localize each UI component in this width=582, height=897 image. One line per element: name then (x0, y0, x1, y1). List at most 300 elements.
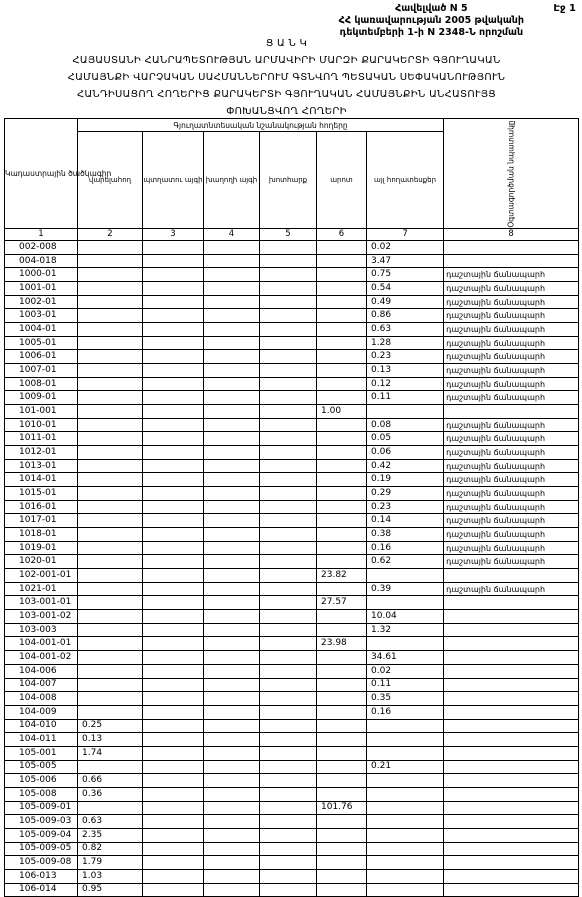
code-cell: 105-009-03 (5, 815, 78, 829)
hayfield-cell (260, 295, 317, 309)
orchard-cell (143, 651, 204, 665)
orchard-cell (143, 582, 204, 596)
pasture-cell (317, 555, 367, 569)
other-cell: 0.54 (367, 282, 444, 296)
orchard-cell (143, 323, 204, 337)
purpose-cell (444, 856, 579, 870)
pasture-cell (317, 842, 367, 856)
orchard-cell (143, 705, 204, 719)
hayfield-cell (260, 500, 317, 514)
orchard-cell (143, 295, 204, 309)
orchard-cell (143, 350, 204, 364)
table-row (5, 787, 579, 801)
header-arable: վարելահող (78, 132, 143, 229)
vineyard-cell (204, 405, 260, 419)
pasture-cell (317, 391, 367, 405)
orchard-cell (143, 733, 204, 747)
pasture-cell (317, 787, 367, 801)
pasture-cell (317, 733, 367, 747)
hayfield-cell (260, 405, 317, 419)
vineyard-cell (204, 623, 260, 637)
pasture-cell (317, 473, 367, 487)
hayfield-cell (260, 487, 317, 501)
hayfield-cell (260, 801, 317, 815)
vineyard-cell (204, 828, 260, 842)
purpose-cell: դաշտային ճանապարհ (444, 582, 579, 596)
arable-cell: 2.35 (78, 828, 143, 842)
table-row (5, 268, 579, 282)
code-cell: 104-011 (5, 733, 78, 747)
table-row (5, 405, 579, 419)
column-number: 1 (5, 229, 78, 241)
table-row (5, 692, 579, 706)
document-title (4, 35, 569, 120)
vineyard-cell (204, 637, 260, 651)
purpose-cell (444, 828, 579, 842)
code-cell: 1014-01 (5, 473, 78, 487)
vineyard-cell (204, 582, 260, 596)
purpose-cell: դաշտային ճանապարհ (444, 555, 579, 569)
table-row (5, 596, 579, 610)
orchard-cell (143, 282, 204, 296)
other-cell (367, 787, 444, 801)
pasture-cell (317, 254, 367, 268)
arable-cell (78, 350, 143, 364)
header-code: Կադաստրային ծածկագիր (5, 119, 78, 229)
purpose-cell: դաշտային ճանապարհ (444, 350, 579, 364)
vineyard-cell (204, 528, 260, 542)
orchard-cell (143, 555, 204, 569)
page-number: Էջ 1 (553, 3, 576, 14)
pasture-cell (317, 282, 367, 296)
table-row (5, 569, 579, 583)
orchard-cell (143, 391, 204, 405)
code-cell: 105-009-08 (5, 856, 78, 870)
arable-cell (78, 528, 143, 542)
table-row (5, 514, 579, 528)
purpose-cell (444, 692, 579, 706)
orchard-cell (143, 664, 204, 678)
purpose-cell (444, 637, 579, 651)
vineyard-cell (204, 268, 260, 282)
other-cell: 0.49 (367, 295, 444, 309)
vineyard-cell (204, 842, 260, 856)
code-cell: 104-001-01 (5, 637, 78, 651)
arable-cell (78, 487, 143, 501)
code-cell: 105-009-04 (5, 828, 78, 842)
purpose-cell: դաշտային ճանապարհ (444, 432, 579, 446)
column-number: 7 (367, 229, 444, 241)
vineyard-cell (204, 856, 260, 870)
other-cell: 0.35 (367, 692, 444, 706)
pasture-cell (317, 623, 367, 637)
arable-cell (78, 295, 143, 309)
purpose-cell (444, 719, 579, 733)
code-cell: 104-006 (5, 664, 78, 678)
hayfield-cell (260, 692, 317, 706)
pasture-cell (317, 541, 367, 555)
table-row (5, 309, 579, 323)
table-row (5, 459, 579, 473)
annex-line-3: դեկտեմբերի 1-ի N 2348-Ն որոշման (339, 27, 524, 38)
annex-header (339, 3, 524, 39)
vineyard-cell (204, 869, 260, 883)
land-table (4, 118, 579, 897)
orchard-cell (143, 856, 204, 870)
table-row (5, 377, 579, 391)
arable-cell (78, 268, 143, 282)
arable-cell (78, 418, 143, 432)
other-cell: 0.23 (367, 350, 444, 364)
arable-cell: 1.03 (78, 869, 143, 883)
table-row (5, 487, 579, 501)
title-line-5: ՓՈԽԱՆՑՎՈՂ ՀՈՂԵՐԻ (226, 106, 347, 117)
vineyard-cell (204, 377, 260, 391)
purpose-cell: դաշտային ճանապարհ (444, 323, 579, 337)
code-cell: 1015-01 (5, 487, 78, 501)
arable-cell (78, 459, 143, 473)
other-cell: 0.42 (367, 459, 444, 473)
pasture-cell (317, 459, 367, 473)
vineyard-cell (204, 487, 260, 501)
pasture-cell: 23.98 (317, 637, 367, 651)
header-pasture: արոտ (317, 132, 367, 229)
code-cell: 1004-01 (5, 323, 78, 337)
vineyard-cell (204, 596, 260, 610)
column-number: 4 (204, 229, 260, 241)
arable-cell (78, 500, 143, 514)
table-row (5, 500, 579, 514)
other-cell: 0.19 (367, 473, 444, 487)
table-row (5, 623, 579, 637)
table-row (5, 719, 579, 733)
other-cell: 0.12 (367, 377, 444, 391)
arable-cell (78, 801, 143, 815)
orchard-cell (143, 815, 204, 829)
table-row (5, 705, 579, 719)
pasture-cell (317, 664, 367, 678)
pasture-cell (317, 268, 367, 282)
arable-cell: 0.82 (78, 842, 143, 856)
arable-cell (78, 582, 143, 596)
table-row (5, 733, 579, 747)
other-cell (367, 883, 444, 897)
purpose-cell (444, 569, 579, 583)
pasture-cell (317, 323, 367, 337)
orchard-cell (143, 596, 204, 610)
code-cell: 105-005 (5, 760, 78, 774)
table-row (5, 610, 579, 624)
orchard-cell (143, 500, 204, 514)
arable-cell (78, 651, 143, 665)
other-cell (367, 842, 444, 856)
orchard-cell (143, 364, 204, 378)
code-cell: 104-009 (5, 705, 78, 719)
header-purpose: Օգտագործման նպատակը (444, 119, 579, 229)
other-cell: 1.28 (367, 336, 444, 350)
purpose-cell (444, 746, 579, 760)
hayfield-cell (260, 241, 317, 255)
orchard-cell (143, 869, 204, 883)
table-row (5, 678, 579, 692)
purpose-cell: դաշտային ճանապարհ (444, 487, 579, 501)
hayfield-cell (260, 569, 317, 583)
arable-cell: 1.79 (78, 856, 143, 870)
code-cell: 1021-01 (5, 582, 78, 596)
code-cell: 1009-01 (5, 391, 78, 405)
other-cell: 0.23 (367, 500, 444, 514)
hayfield-cell (260, 377, 317, 391)
orchard-cell (143, 692, 204, 706)
table-row (5, 651, 579, 665)
code-cell: 1019-01 (5, 541, 78, 555)
code-cell: 104-007 (5, 678, 78, 692)
purpose-cell: դաշտային ճանապարհ (444, 364, 579, 378)
vineyard-cell (204, 610, 260, 624)
orchard-cell (143, 432, 204, 446)
hayfield-cell (260, 391, 317, 405)
purpose-cell (444, 760, 579, 774)
vineyard-cell (204, 664, 260, 678)
other-cell: 0.14 (367, 514, 444, 528)
other-cell: 3.47 (367, 254, 444, 268)
vineyard-cell (204, 364, 260, 378)
purpose-cell (444, 815, 579, 829)
vineyard-cell (204, 295, 260, 309)
arable-cell: 0.66 (78, 774, 143, 788)
vineyard-cell (204, 746, 260, 760)
pasture-cell (317, 582, 367, 596)
pasture-cell (317, 828, 367, 842)
hayfield-cell (260, 774, 317, 788)
purpose-cell: դաշտային ճանապարհ (444, 418, 579, 432)
hayfield-cell (260, 623, 317, 637)
vineyard-cell (204, 459, 260, 473)
vineyard-cell (204, 541, 260, 555)
orchard-cell (143, 842, 204, 856)
other-cell: 0.29 (367, 487, 444, 501)
orchard-cell (143, 405, 204, 419)
purpose-cell (444, 623, 579, 637)
other-cell: 0.02 (367, 664, 444, 678)
orchard-cell (143, 418, 204, 432)
table-row (5, 637, 579, 651)
hayfield-cell (260, 309, 317, 323)
arable-cell (78, 541, 143, 555)
arable-cell (78, 473, 143, 487)
table-row (5, 774, 579, 788)
column-number: 5 (260, 229, 317, 241)
purpose-cell: դաշտային ճանապարհ (444, 459, 579, 473)
pasture-cell: 101.76 (317, 801, 367, 815)
purpose-cell (444, 801, 579, 815)
code-cell: 105-008 (5, 787, 78, 801)
purpose-cell: դաշտային ճանապարհ (444, 541, 579, 555)
hayfield-cell (260, 582, 317, 596)
pasture-cell (317, 446, 367, 460)
arable-cell: 0.36 (78, 787, 143, 801)
pasture-cell (317, 651, 367, 665)
code-cell: 104-001-02 (5, 651, 78, 665)
annex-line-2: ՀՀ կառավարության 2005 թվականի (338, 15, 524, 26)
purpose-cell (444, 664, 579, 678)
arable-cell (78, 254, 143, 268)
pasture-cell (317, 678, 367, 692)
vineyard-cell (204, 309, 260, 323)
title-line-4: ՀԱՆԴԻՍԱՑՈՂ ՀՈՂԵՐԻՑ ՔԱՐԱԿԵՐՏԻ ԳՅՈՒՂԱԿԱՆ ՀԱՄԱՅՆՔԻՆ ԱՆՀԱՏՈՒՅՑ (76, 89, 497, 100)
orchard-cell (143, 746, 204, 760)
purpose-cell (444, 254, 579, 268)
hayfield-cell (260, 651, 317, 665)
header-other: այլ հողատեսքեր (367, 132, 444, 229)
pasture-cell: 27.57 (317, 596, 367, 610)
purpose-cell (444, 869, 579, 883)
code-cell: 103-001-02 (5, 610, 78, 624)
purpose-cell (444, 883, 579, 897)
title-line-2: ՀԱՅԱՍՏԱՆԻ ՀԱՆՐԱՊԵՏՈՒԹՅԱՆ ԱՐՄԱՎԻՐԻ ՄԱՐԶԻ ՔԱՐԱԿԵՐՏԻ ԳՅՈՒՂԱԿԱՆ (72, 55, 501, 66)
purpose-cell: դաշտային ճանապարհ (444, 282, 579, 296)
arable-cell: 0.13 (78, 733, 143, 747)
table-row (5, 418, 579, 432)
orchard-cell (143, 528, 204, 542)
other-cell: 0.08 (367, 418, 444, 432)
orchard-cell (143, 254, 204, 268)
orchard-cell (143, 610, 204, 624)
arable-cell (78, 596, 143, 610)
pasture-cell (317, 815, 367, 829)
other-cell: 1.32 (367, 623, 444, 637)
vineyard-cell (204, 323, 260, 337)
other-cell (367, 569, 444, 583)
hayfield-cell (260, 350, 317, 364)
other-cell: 0.75 (367, 268, 444, 282)
orchard-cell (143, 309, 204, 323)
vineyard-cell (204, 432, 260, 446)
purpose-cell: դաշտային ճանապարհ (444, 295, 579, 309)
orchard-cell (143, 883, 204, 897)
purpose-cell (444, 405, 579, 419)
purpose-cell: դաշտային ճանապարհ (444, 514, 579, 528)
arable-cell (78, 555, 143, 569)
purpose-cell (444, 610, 579, 624)
hayfield-cell (260, 432, 317, 446)
table-row (5, 254, 579, 268)
orchard-cell (143, 336, 204, 350)
column-number: 6 (317, 229, 367, 241)
orchard-cell (143, 514, 204, 528)
arable-cell (78, 323, 143, 337)
column-number: 2 (78, 229, 143, 241)
pasture-cell (317, 705, 367, 719)
other-cell (367, 856, 444, 870)
arable-cell (78, 664, 143, 678)
table-row (5, 869, 579, 883)
code-cell: 105-009-05 (5, 842, 78, 856)
arable-cell (78, 610, 143, 624)
orchard-cell (143, 268, 204, 282)
purpose-cell: դաշտային ճանապարհ (444, 446, 579, 460)
code-cell: 1016-01 (5, 500, 78, 514)
table-row (5, 350, 579, 364)
vineyard-cell (204, 719, 260, 733)
table-row (5, 282, 579, 296)
code-cell: 104-010 (5, 719, 78, 733)
hayfield-cell (260, 746, 317, 760)
arable-cell: 0.25 (78, 719, 143, 733)
vineyard-cell (204, 500, 260, 514)
pasture-cell (317, 241, 367, 255)
code-cell: 105-009-01 (5, 801, 78, 815)
orchard-cell (143, 801, 204, 815)
other-cell: 0.38 (367, 528, 444, 542)
vineyard-cell (204, 692, 260, 706)
other-cell (367, 815, 444, 829)
table-row (5, 541, 579, 555)
hayfield-cell (260, 254, 317, 268)
table-row (5, 295, 579, 309)
purpose-cell: դաշտային ճանապարհ (444, 336, 579, 350)
code-cell: 104-008 (5, 692, 78, 706)
purpose-cell (444, 241, 579, 255)
orchard-cell (143, 569, 204, 583)
hayfield-cell (260, 842, 317, 856)
other-cell: 0.13 (367, 364, 444, 378)
table-row (5, 664, 579, 678)
orchard-cell (143, 719, 204, 733)
hayfield-cell (260, 637, 317, 651)
code-cell: 004-018 (5, 254, 78, 268)
table-row (5, 241, 579, 255)
hayfield-cell (260, 815, 317, 829)
code-cell: 1020-01 (5, 555, 78, 569)
code-cell: 1006-01 (5, 350, 78, 364)
table-row (5, 856, 579, 870)
code-cell: 105-006 (5, 774, 78, 788)
hayfield-cell (260, 364, 317, 378)
pasture-cell (317, 487, 367, 501)
table-row (5, 746, 579, 760)
hayfield-cell (260, 473, 317, 487)
pasture-cell (317, 610, 367, 624)
other-cell (367, 733, 444, 747)
purpose-cell: դաշտային ճանապարհ (444, 473, 579, 487)
code-cell: 1017-01 (5, 514, 78, 528)
table-row (5, 528, 579, 542)
vineyard-cell (204, 678, 260, 692)
orchard-cell (143, 241, 204, 255)
pasture-cell (317, 295, 367, 309)
arable-cell (78, 282, 143, 296)
code-cell: 105-001 (5, 746, 78, 760)
hayfield-cell (260, 282, 317, 296)
vineyard-cell (204, 514, 260, 528)
orchard-cell (143, 760, 204, 774)
arable-cell (78, 678, 143, 692)
vineyard-cell (204, 254, 260, 268)
vineyard-cell (204, 815, 260, 829)
arable-cell (78, 309, 143, 323)
orchard-cell (143, 459, 204, 473)
pasture-cell (317, 856, 367, 870)
pasture-cell (317, 719, 367, 733)
table-row (5, 828, 579, 842)
hayfield-cell (260, 528, 317, 542)
code-cell: 1007-01 (5, 364, 78, 378)
other-cell: 0.21 (367, 760, 444, 774)
code-cell: 102-001-01 (5, 569, 78, 583)
purpose-cell: դաշտային ճանապարհ (444, 528, 579, 542)
table-row (5, 391, 579, 405)
